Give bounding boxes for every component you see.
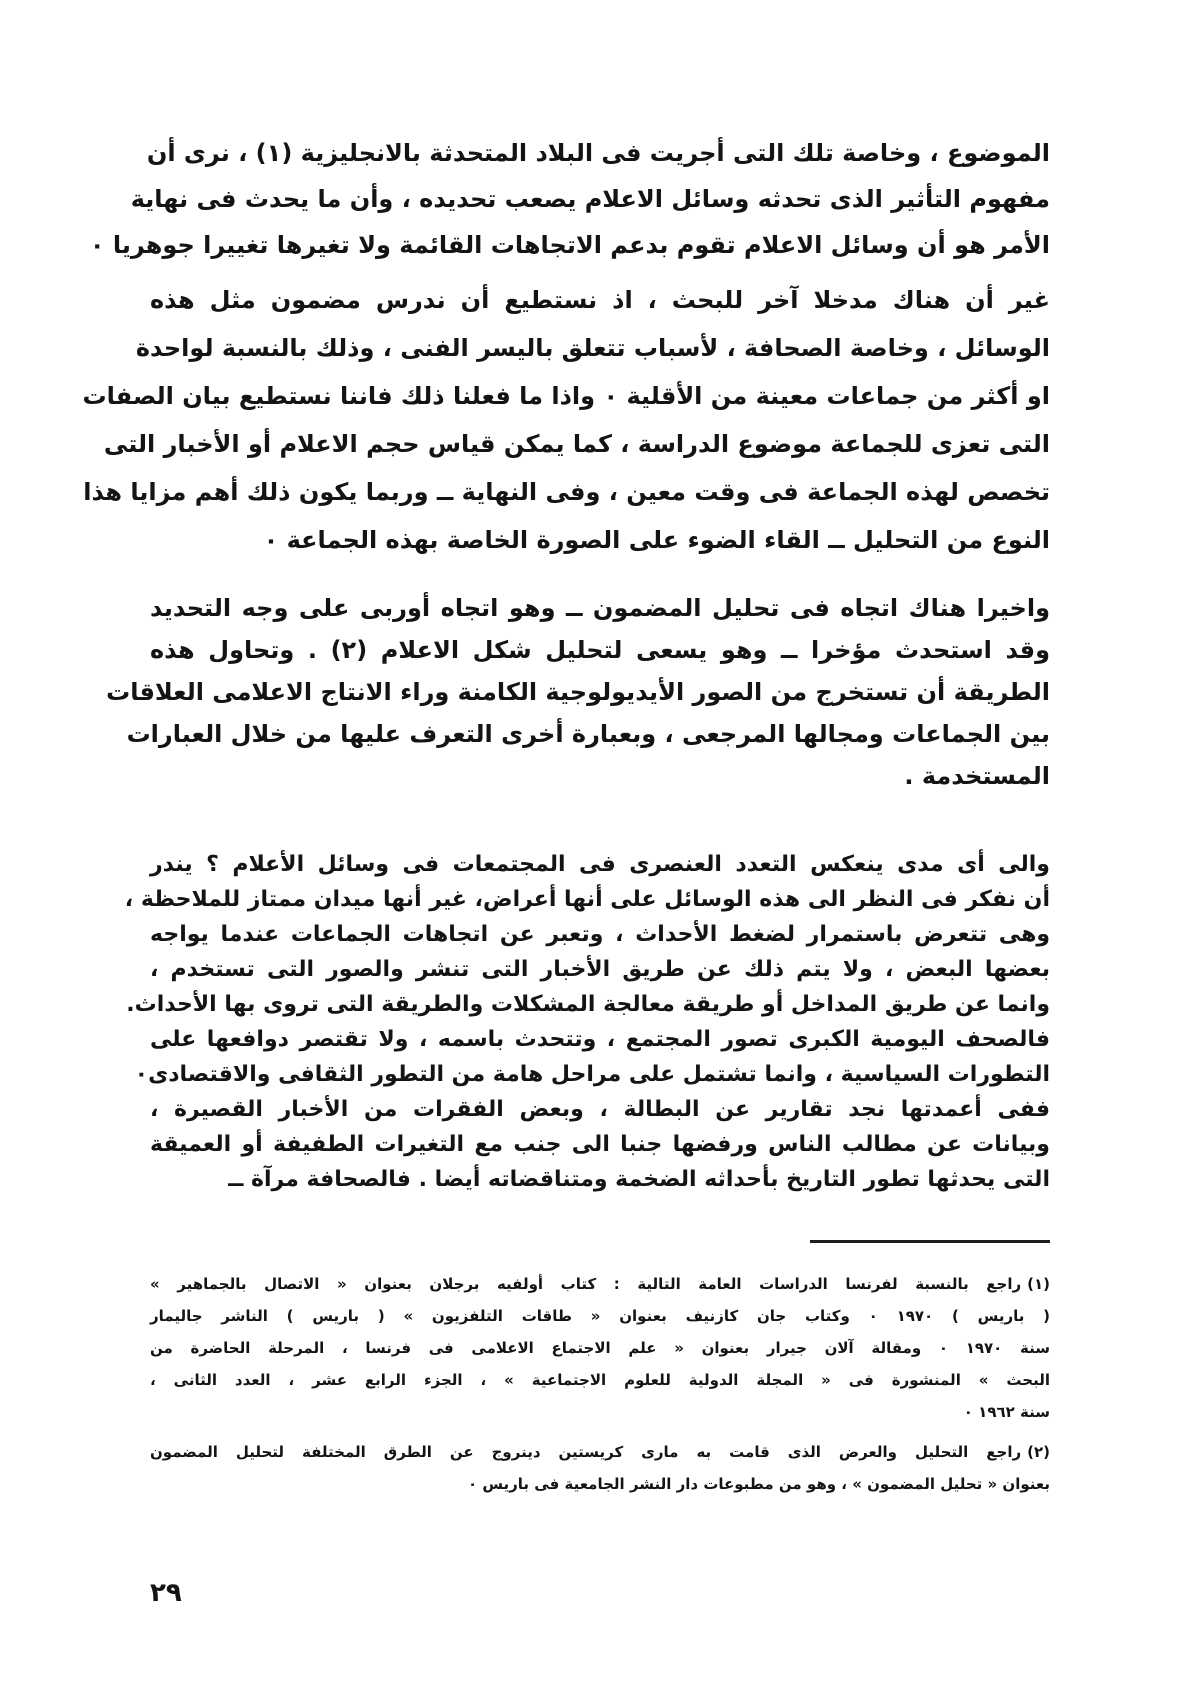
text-line: فالصحف اليومية الكبرى تصور المجتمع ، وتتحدث باسمه ، ولا تقتصر دوافعها على [150,1027,1050,1052]
footnote-text: راجع بالنسبة لفرنسا الدراسات العامة التالية : كتاب أولفيه برجلان بعنوان « الاتصال بالجماهير » [150,1275,1022,1293]
text-line: تخصص لهذه الجماعة فى وقت معين ، وفى النهاية ــ وربما يكون ذلك أهم مزايا هذا [83,478,1050,506]
paragraph-4 [124,847,1050,1197]
text-line: وهى تتعرض باستمرار لضغط الأحداث ، وتعبر عن اتجاهات الجماعات عندما يواجه [150,922,1050,947]
text-line: الوسائل ، وخاصة الصحافة ، لأسباب تتعلق باليسر الفنى ، وذلك بالنسبة لواحدة [135,334,1050,362]
footnote-1 [150,1268,1050,1428]
footnote-line: ( باريس ) ١٩٧٠ ٠ وكتاب جان كازنيف بعنوان « طاقات التلفزيون » ( باريس ) الناشر جاليمار [150,1307,1050,1325]
footnote-line [150,1268,1050,1300]
text-line: المستخدمة . [904,762,1050,790]
text-line: مفهوم التأثير الذى تحدثه وسائل الاعلام يصعب تحديده ، وأن ما يحدث فى نهاية [130,185,1050,213]
footnote-line: سنة ١٩٧٠ ٠ ومقالة آلان جيرار بعنوان « علم الاجتماع الاعلامى فى فرنسا ، المرحلة الحاضرة من [150,1339,1050,1357]
footnotes-section [150,1268,1050,1508]
text-line: التى تعزى للجماعة موضوع الدراسة ، كما يمكن قياس حجم الاعلام أو الأخبار التى [103,430,1050,458]
text-line: التطورات السياسية ، وانما تشتمل على مراحل هامة من التطور الثقافى والاقتصادى٠ [134,1062,1050,1087]
text-line: وانما عن طريق المداخل أو طريقة معالجة المشكلات والطريقة التى تروى بها الأحداث. [126,992,1050,1017]
text-line: واخيرا هناك اتجاه فى تحليل المضمون ــ وهو اتجاه أوربى على وجه التحديد [150,594,1050,622]
footnote-2 [150,1436,1050,1500]
footnote-line: بعنوان « تحليل المضمون » ، وهو من مطبوعات دار النشر الجامعية فى باريس ٠ [467,1475,1050,1493]
text-line: التى يحدثها تطور التاريخ بأحداثه الضخمة ومتناقضاته أيضا . فالصحافة مرآة ــ [228,1167,1050,1192]
footnote-line: البحث » المنشورة فى « المجلة الدولية للعلوم الاجتماعية » ، الجزء الرابع عشر ، العدد الثانى ، [150,1371,1050,1389]
text-line: ففى أعمدتها نجد تقارير عن البطالة ، وبعض الفقرات من الأخبار القصيرة ، [150,1097,1050,1122]
text-line: وبيانات عن مطالب الناس ورفضها جنبا الى جنب مع التغيرات الطفيفة أو العميقة [150,1132,1050,1157]
footnote-divider [810,1240,1050,1243]
text-line: أن نفكر فى النظر الى هذه الوسائل على أنها أعراض، غير أنها ميدان ممتاز للملاحظة ، [124,887,1050,912]
text-line: الموضوع ، وخاصة تلك التى أجريت فى البلاد المتحدثة بالانجليزية (١) ، نرى أن [146,139,1050,167]
footnote-line: سنة ١٩٦٢ ٠ [963,1403,1050,1421]
paragraph-1 [89,130,1050,268]
footnote-mark: (١) [1027,1275,1050,1293]
paragraph-3 [106,587,1050,797]
text-line: وقد استحدث مؤخرا ــ وهو يسعى لتحليل شكل الاعلام (٢) . وتحاول هذه [150,636,1050,664]
text-line: والى أى مدى ينعكس التعدد العنصرى فى المجتمعات فى وسائل الأعلام ؟ يندر [150,852,1050,877]
page-number: ٢٩ [150,1578,182,1608]
paragraph-2 [82,276,1050,564]
text-line: او أكثر من جماعات معينة من الأقلية ٠ واذا ما فعلنا ذلك فاننا نستطيع بيان الصفات [82,382,1050,410]
text-line: بين الجماعات ومجالها المرجعى ، وبعبارة أخرى التعرف عليها من خلال العبارات [126,720,1050,748]
text-line: غير أن هناك مدخلا آخر للبحث ، اذ نستطيع أن ندرس مضمون مثل هذه [150,286,1050,314]
footnote-text: راجع التحليل والعرض الذى قامت به مارى كريستين دينروج عن الطرق المختلفة لتحليل المضمون [150,1443,1022,1461]
footnote-mark: (٢) [1027,1443,1050,1461]
text-line: النوع من التحليل ــ القاء الضوء على الصورة الخاصة بهذه الجماعة ٠ [263,526,1050,554]
footnote-line [150,1436,1050,1468]
text-line: الأمر هو أن وسائل الاعلام تقوم بدعم الاتجاهات القائمة ولا تغيرها تغييرا جوهريا ٠ [89,231,1050,259]
text-line: بعضها البعض ، ولا يتم ذلك عن طريق الأخبار التى تنشر والصور التى تستخدم ، [150,957,1050,982]
text-line: الطريقة أن تستخرج من الصور الأيديولوجية الكامنة وراء الانتاج الاعلامى العلاقات [106,678,1050,706]
